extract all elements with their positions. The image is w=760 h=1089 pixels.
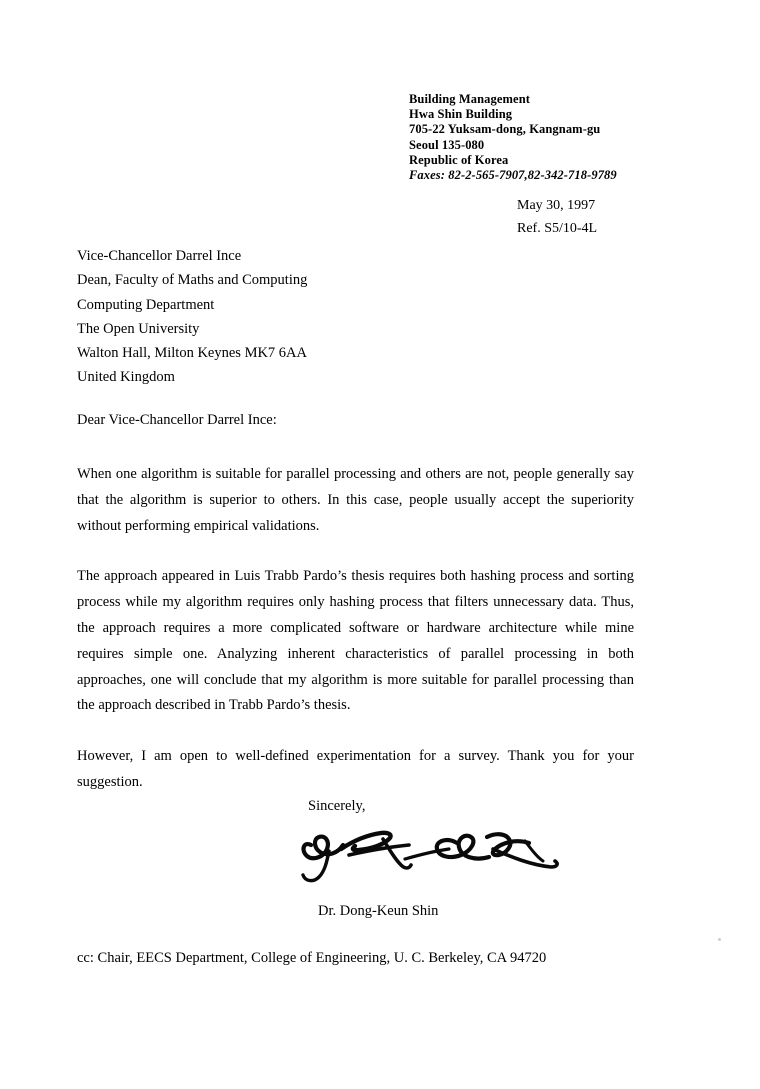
recipient-line-3: Computing Department xyxy=(77,296,215,313)
sender-line-1: Building Management xyxy=(409,92,531,106)
recipient-line-2: Dean, Faculty of Maths and Computing xyxy=(77,272,308,289)
scan-artifact xyxy=(718,938,721,941)
signer-name: Dr. Dong-Keun Shin xyxy=(318,903,439,919)
closing-salutation: Sincerely, xyxy=(308,798,366,814)
body-paragraph-2: The approach appeared in Luis Trabb Pardo’s thesis requires both hashing process and sorting process while my algorithm requires only hashing process that filters unnecessary data. Thus, the approach requires a more complicated software or hardware architecture while mine requires simple one. Analyzing inherent characteristics of parallel processing in both approaches, one will conclude that my algorithm is more suitable for parallel processing than the approach described in Trabb Pardo’s thesis. xyxy=(77,568,634,714)
recipient-line-4: The Open University xyxy=(77,320,200,337)
recipient-line-5: Walton Hall, Milton Keynes MK7 6AA xyxy=(77,345,308,362)
letter-date: May 30, 1997 xyxy=(517,198,596,213)
recipient-line-1: Vice-Chancellor Darrel Ince xyxy=(77,248,242,264)
recipient-line-6: United Kingdom xyxy=(77,369,175,386)
body-paragraph-1: When one algorithm is suitable for parallel processing and others are not, people generally say that the algorithm is superior to others. In this case, people usually accept the superiority without performing empirical validations. xyxy=(77,466,634,534)
salutation: Dear Vice-Chancellor Darrel Ince: xyxy=(77,412,277,428)
sender-line-4: Seoul 135-080 xyxy=(409,137,485,152)
cc-line: cc: Chair, EECS Department, College of Engineering, U. C. Berkeley, CA 94720 xyxy=(77,950,547,966)
sender-fax-numbers: Faxes: 82-2-565-7907,82-342-718-9789 xyxy=(409,168,617,183)
body-paragraph-3: However, I am open to well-defined experimentation for a survey. Thank you for your suggestion. xyxy=(77,748,634,790)
handwritten-signature-icon xyxy=(297,815,567,895)
sender-line-3: 705-22 Yuksam-dong, Kangnam-gu xyxy=(409,122,601,137)
recipient-address-block xyxy=(77,244,307,390)
sender-address-block xyxy=(409,92,617,183)
letter-body xyxy=(77,462,634,796)
sender-line-2: Hwa Shin Building xyxy=(409,107,513,122)
sender-line-5: Republic of Korea xyxy=(409,152,509,167)
letter-reference: Ref. S5/10-4L xyxy=(517,221,598,236)
